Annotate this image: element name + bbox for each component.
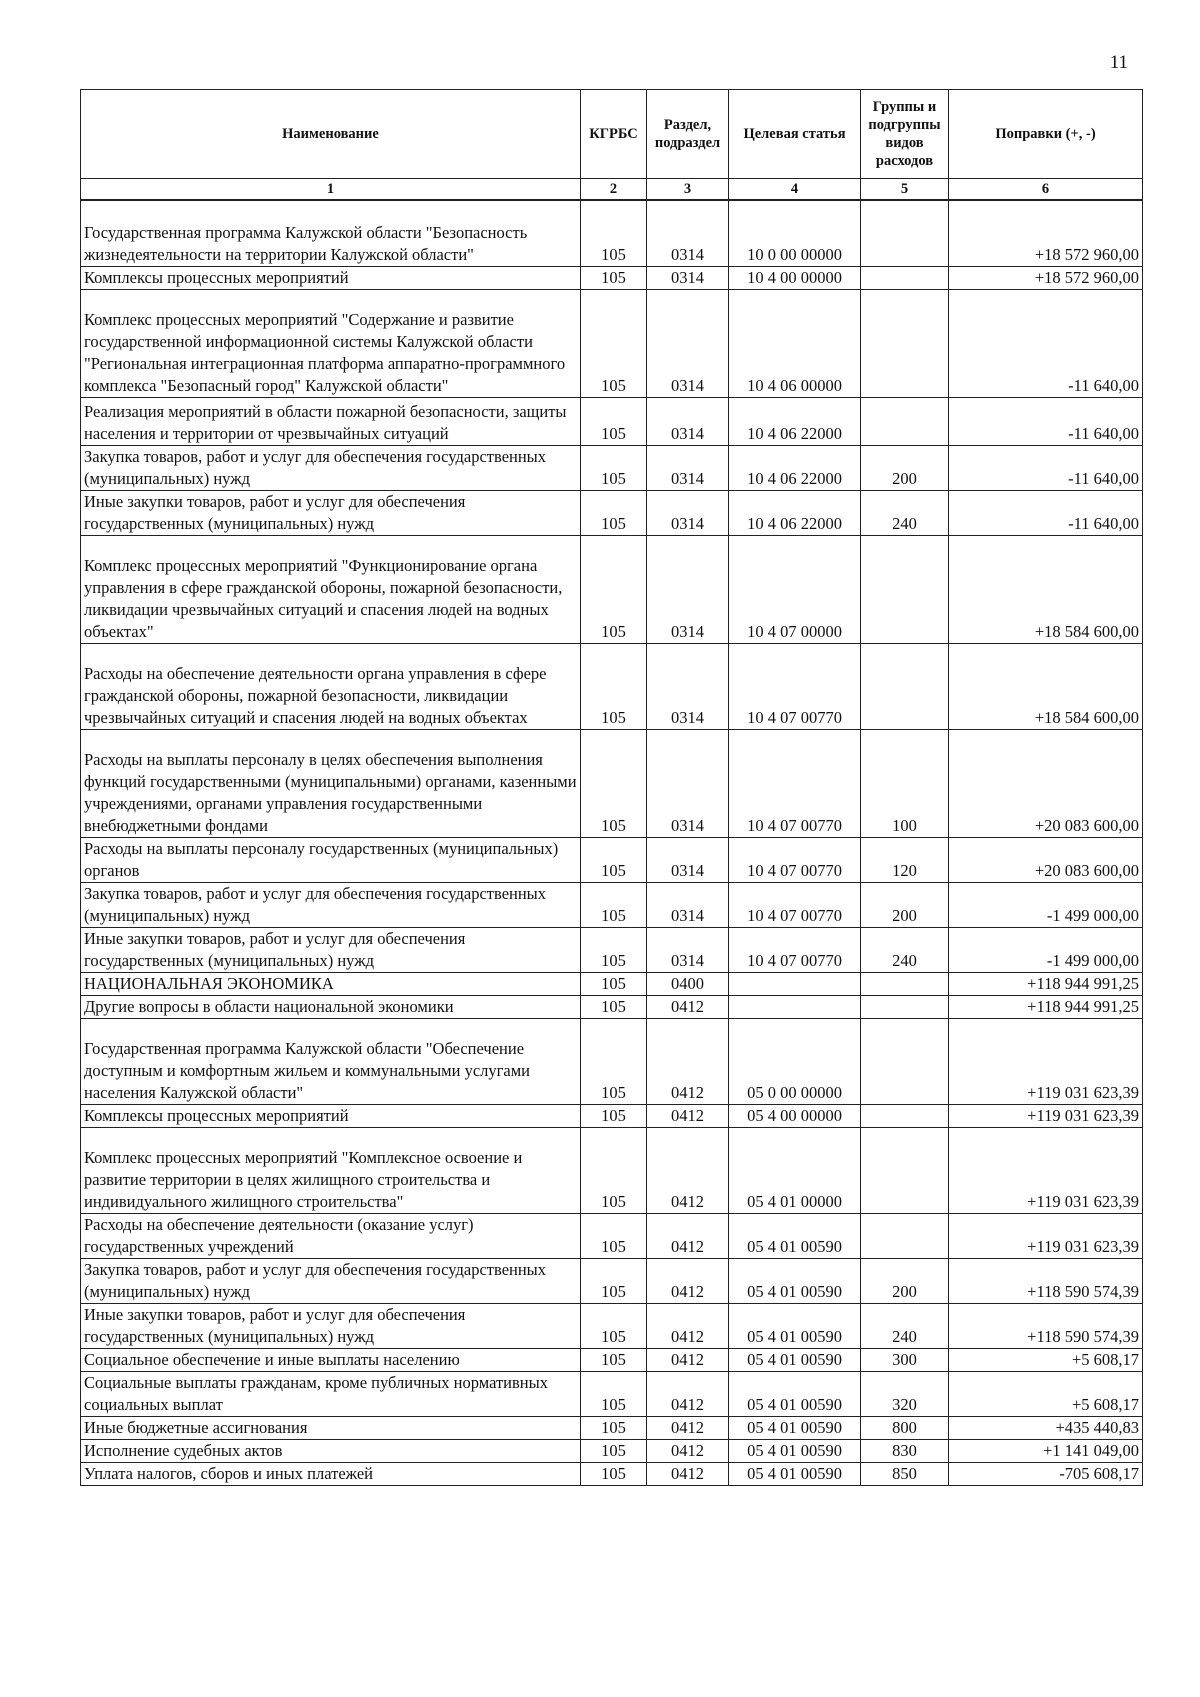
row-kgrbs: 105 [581, 1018, 647, 1104]
row-section: 0314 [647, 927, 729, 972]
row-kgrbs: 105 [581, 1104, 647, 1127]
row-name: НАЦИОНАЛЬНАЯ ЭКОНОМИКА [81, 972, 581, 995]
row-amount: +18 584 600,00 [949, 643, 1143, 729]
table-row [81, 1416, 1143, 1439]
row-amount: +5 608,17 [949, 1371, 1143, 1416]
table-row [81, 1127, 1143, 1213]
row-target: 05 4 01 00590 [729, 1371, 861, 1416]
row-section: 0314 [647, 289, 729, 397]
table-row [81, 289, 1143, 397]
table-row [81, 995, 1143, 1018]
table-row [81, 1104, 1143, 1127]
row-name: Комплексы процессных мероприятий [81, 266, 581, 289]
table-row [81, 1348, 1143, 1371]
header-amount: Поправки (+, -) [949, 90, 1143, 179]
row-kgrbs: 105 [581, 643, 647, 729]
row-section: 0412 [647, 1348, 729, 1371]
row-amount: +435 440,83 [949, 1416, 1143, 1439]
row-name: Уплата налогов, сборов и иных платежей [81, 1462, 581, 1485]
row-name: Иные закупки товаров, работ и услуг для обеспечения государственных (муниципальных) нужд [81, 490, 581, 535]
row-kgrbs: 105 [581, 1416, 647, 1439]
row-section: 0412 [647, 1416, 729, 1439]
row-kgrbs: 105 [581, 1258, 647, 1303]
table-row [81, 1371, 1143, 1416]
row-target: 05 4 01 00590 [729, 1303, 861, 1348]
row-group: 850 [861, 1462, 949, 1485]
row-target: 10 4 07 00770 [729, 729, 861, 837]
row-kgrbs: 105 [581, 882, 647, 927]
row-name: Закупка товаров, работ и услуг для обеспечения государственных (муниципальных) нужд [81, 882, 581, 927]
row-amount: -1 499 000,00 [949, 882, 1143, 927]
row-group [861, 1127, 949, 1213]
row-group: 100 [861, 729, 949, 837]
row-target: 05 4 01 00590 [729, 1462, 861, 1485]
row-group [861, 289, 949, 397]
table-row [81, 837, 1143, 882]
row-amount: +18 572 960,00 [949, 266, 1143, 289]
row-name: Другие вопросы в области национальной экономики [81, 995, 581, 1018]
row-name: Иные закупки товаров, работ и услуг для обеспечения государственных (муниципальных) нужд [81, 927, 581, 972]
row-amount: -11 640,00 [949, 445, 1143, 490]
row-section: 0400 [647, 972, 729, 995]
row-name: Комплекс процессных мероприятий "Комплексное освоение и развитие территории в целях жилищного строительства и индивидуального жилищного строительства" [81, 1127, 581, 1213]
column-number: 5 [861, 179, 949, 201]
row-amount: -11 640,00 [949, 397, 1143, 445]
row-kgrbs: 105 [581, 1439, 647, 1462]
row-group: 240 [861, 490, 949, 535]
table-row [81, 1018, 1143, 1104]
row-section: 0412 [647, 1213, 729, 1258]
table-row [81, 397, 1143, 445]
table-row [81, 882, 1143, 927]
table-row [81, 643, 1143, 729]
row-section: 0412 [647, 1127, 729, 1213]
row-amount: +118 590 574,39 [949, 1303, 1143, 1348]
row-group [861, 397, 949, 445]
table-row [81, 1439, 1143, 1462]
row-amount: +118 944 991,25 [949, 972, 1143, 995]
row-group [861, 200, 949, 266]
row-name: Государственная программа Калужской области "Безопасность жизнедеятельности на территории Калужской области" [81, 200, 581, 266]
row-name: Расходы на обеспечение деятельности (оказание услуг) государственных учреждений [81, 1213, 581, 1258]
row-name: Расходы на выплаты персоналу в целях обеспечения выполнения функций государственными (муниципальными) органами, казенными учреждениями, органами управления государственными внебюджетными фондами [81, 729, 581, 837]
table-row [81, 1258, 1143, 1303]
row-name: Иные бюджетные ассигнования [81, 1416, 581, 1439]
row-section: 0412 [647, 1018, 729, 1104]
row-kgrbs: 105 [581, 972, 647, 995]
row-group: 830 [861, 1439, 949, 1462]
row-kgrbs: 105 [581, 490, 647, 535]
row-section: 0314 [647, 729, 729, 837]
table-body [81, 200, 1143, 1485]
column-number: 1 [81, 179, 581, 201]
row-section: 0314 [647, 445, 729, 490]
header-target: Целевая статья [729, 90, 861, 179]
table-row [81, 200, 1143, 266]
row-amount: -11 640,00 [949, 490, 1143, 535]
header-kgrbs: КГРБС [581, 90, 647, 179]
table-row [81, 490, 1143, 535]
table-row [81, 972, 1143, 995]
row-group: 120 [861, 837, 949, 882]
table-row [81, 1303, 1143, 1348]
page-number: 11 [1109, 52, 1128, 73]
row-target: 10 4 00 00000 [729, 266, 861, 289]
column-number-row [81, 179, 1143, 201]
row-section: 0314 [647, 200, 729, 266]
row-name: Социальные выплаты гражданам, кроме публичных нормативных социальных выплат [81, 1371, 581, 1416]
row-kgrbs: 105 [581, 289, 647, 397]
row-group: 200 [861, 1258, 949, 1303]
row-target: 10 4 06 00000 [729, 289, 861, 397]
row-group: 320 [861, 1371, 949, 1416]
row-target: 05 4 01 00590 [729, 1416, 861, 1439]
row-group: 240 [861, 1303, 949, 1348]
row-section: 0412 [647, 1104, 729, 1127]
row-section: 0314 [647, 490, 729, 535]
row-amount: +118 590 574,39 [949, 1258, 1143, 1303]
row-name: Иные закупки товаров, работ и услуг для обеспечения государственных (муниципальных) нужд [81, 1303, 581, 1348]
table-row [81, 1462, 1143, 1485]
row-target [729, 995, 861, 1018]
row-amount: +5 608,17 [949, 1348, 1143, 1371]
row-target: 05 4 01 00000 [729, 1127, 861, 1213]
row-target: 10 4 07 00770 [729, 927, 861, 972]
row-name: Закупка товаров, работ и услуг для обеспечения государственных (муниципальных) нужд [81, 445, 581, 490]
row-name: Расходы на обеспечение деятельности органа управления в сфере гражданской обороны, пожарной безопасности, ликвидации чрезвычайных ситуаций и спасения людей на водных объектах [81, 643, 581, 729]
row-target: 05 4 01 00590 [729, 1213, 861, 1258]
row-kgrbs: 105 [581, 1462, 647, 1485]
row-group: 240 [861, 927, 949, 972]
row-kgrbs: 105 [581, 1371, 647, 1416]
row-name: Расходы на выплаты персоналу государственных (муниципальных) органов [81, 837, 581, 882]
row-kgrbs: 105 [581, 1127, 647, 1213]
row-section: 0314 [647, 266, 729, 289]
row-section: 0412 [647, 1439, 729, 1462]
row-group [861, 1213, 949, 1258]
row-kgrbs: 105 [581, 445, 647, 490]
row-kgrbs: 105 [581, 266, 647, 289]
header-name: Наименование [81, 90, 581, 179]
row-target [729, 972, 861, 995]
row-name: Реализация мероприятий в области пожарной безопасности, защиты населения и территории от чрезвычайных ситуаций [81, 397, 581, 445]
row-amount: -1 499 000,00 [949, 927, 1143, 972]
row-amount: +18 572 960,00 [949, 200, 1143, 266]
row-kgrbs: 105 [581, 995, 647, 1018]
row-section: 0314 [647, 643, 729, 729]
row-section: 0412 [647, 1258, 729, 1303]
row-amount: +118 944 991,25 [949, 995, 1143, 1018]
row-target: 10 4 06 22000 [729, 397, 861, 445]
row-group: 300 [861, 1348, 949, 1371]
row-amount: +1 141 049,00 [949, 1439, 1143, 1462]
row-amount: +119 031 623,39 [949, 1104, 1143, 1127]
row-section: 0412 [647, 1462, 729, 1485]
row-amount: +20 083 600,00 [949, 837, 1143, 882]
row-amount: +18 584 600,00 [949, 535, 1143, 643]
column-number: 3 [647, 179, 729, 201]
row-name: Комплексы процессных мероприятий [81, 1104, 581, 1127]
table-row [81, 1213, 1143, 1258]
row-target: 10 4 07 00770 [729, 837, 861, 882]
row-kgrbs: 105 [581, 927, 647, 972]
row-target: 10 4 06 22000 [729, 445, 861, 490]
header-groups: Группы и подгруппы видов расходов [861, 90, 949, 179]
row-group: 800 [861, 1416, 949, 1439]
row-target: 10 4 07 00770 [729, 882, 861, 927]
row-section: 0412 [647, 1303, 729, 1348]
table-row [81, 266, 1143, 289]
row-amount: +119 031 623,39 [949, 1213, 1143, 1258]
table-row [81, 535, 1143, 643]
row-kgrbs: 105 [581, 535, 647, 643]
row-target: 05 0 00 00000 [729, 1018, 861, 1104]
row-group: 200 [861, 445, 949, 490]
header-section: Раздел, подраздел [647, 90, 729, 179]
row-target: 10 0 00 00000 [729, 200, 861, 266]
table-row [81, 445, 1143, 490]
row-kgrbs: 105 [581, 1348, 647, 1371]
column-number: 6 [949, 179, 1143, 201]
row-target: 10 4 07 00770 [729, 643, 861, 729]
row-name: Социальное обеспечение и иные выплаты населению [81, 1348, 581, 1371]
row-kgrbs: 105 [581, 397, 647, 445]
row-name: Государственная программа Калужской области "Обеспечение доступным и комфортным жильем и коммунальными услугами населения Калужской области" [81, 1018, 581, 1104]
column-number: 2 [581, 179, 647, 201]
row-amount: -705 608,17 [949, 1462, 1143, 1485]
header-row [81, 90, 1143, 179]
row-name: Комплекс процессных мероприятий "Функционирование органа управления в сфере гражданской обороны, пожарной безопасности, ликвидации чрезвычайных ситуаций и спасения людей на водных объектах" [81, 535, 581, 643]
row-group [861, 1018, 949, 1104]
row-name: Комплекс процессных мероприятий "Содержание и развитие государственной информационной системы Калужской области "Региональная интеграционная платформа аппаратно-программного комплекса "Безопасный город" Калужской области" [81, 289, 581, 397]
row-group [861, 535, 949, 643]
row-kgrbs: 105 [581, 837, 647, 882]
row-amount: +119 031 623,39 [949, 1127, 1143, 1213]
row-section: 0314 [647, 837, 729, 882]
row-group [861, 643, 949, 729]
row-target: 05 4 01 00590 [729, 1348, 861, 1371]
row-group: 200 [861, 882, 949, 927]
row-amount: +20 083 600,00 [949, 729, 1143, 837]
row-target: 10 4 06 22000 [729, 490, 861, 535]
row-amount: +119 031 623,39 [949, 1018, 1143, 1104]
row-group [861, 266, 949, 289]
row-group [861, 995, 949, 1018]
column-number: 4 [729, 179, 861, 201]
table-row [81, 927, 1143, 972]
row-section: 0314 [647, 882, 729, 927]
row-kgrbs: 105 [581, 1213, 647, 1258]
row-target: 05 4 01 00590 [729, 1439, 861, 1462]
row-target: 05 4 00 00000 [729, 1104, 861, 1127]
row-section: 0412 [647, 995, 729, 1018]
row-name: Закупка товаров, работ и услуг для обеспечения государственных (муниципальных) нужд [81, 1258, 581, 1303]
row-name: Исполнение судебных актов [81, 1439, 581, 1462]
row-kgrbs: 105 [581, 1303, 647, 1348]
row-group [861, 1104, 949, 1127]
row-section: 0412 [647, 1371, 729, 1416]
row-group [861, 972, 949, 995]
budget-amendments-table [80, 89, 1143, 1486]
row-target: 05 4 01 00590 [729, 1258, 861, 1303]
row-section: 0314 [647, 535, 729, 643]
row-kgrbs: 105 [581, 729, 647, 837]
row-section: 0314 [647, 397, 729, 445]
row-target: 10 4 07 00000 [729, 535, 861, 643]
row-amount: -11 640,00 [949, 289, 1143, 397]
row-kgrbs: 105 [581, 200, 647, 266]
table-row [81, 729, 1143, 837]
